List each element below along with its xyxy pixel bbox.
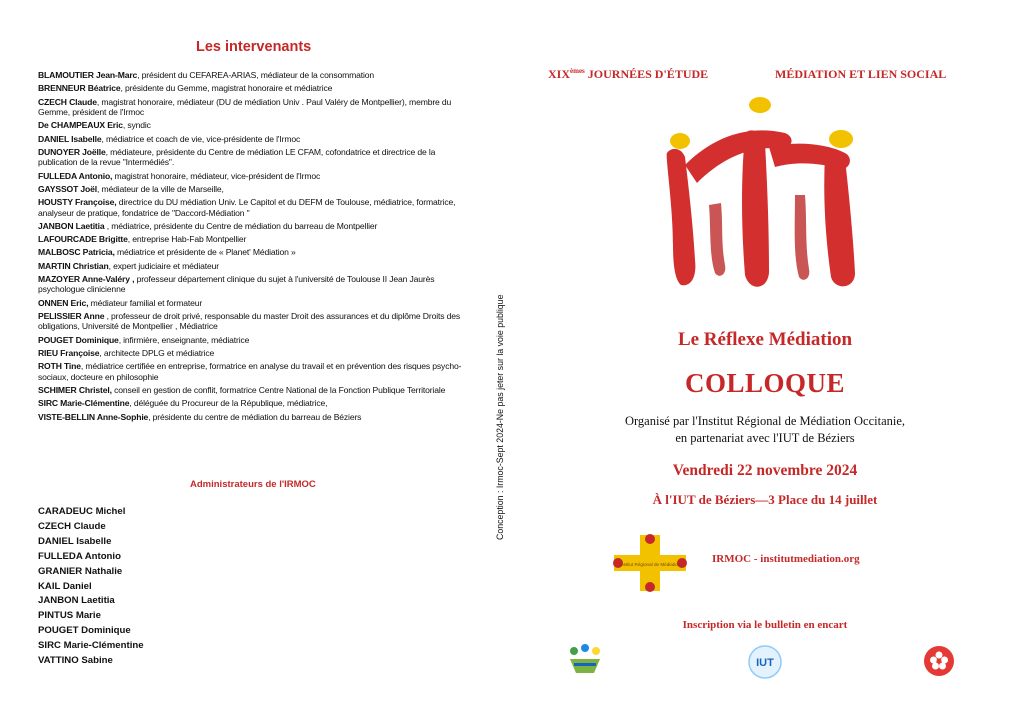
- speaker-item: [38, 197, 468, 218]
- spine-credit-text: Conception : Irmoc-Sept 2024-Ne pas jeter sur la voie publique: [495, 294, 505, 540]
- speaker-item: [38, 348, 468, 358]
- speaker-item: [38, 147, 468, 168]
- admin-item: JANBON Laetitia: [38, 595, 115, 607]
- speaker-name: RIEU Françoise: [38, 348, 100, 359]
- event-date: Vendredi 22 novembre 2024: [672, 462, 858, 479]
- iut-logo-icon: [747, 645, 783, 679]
- speaker-item: [38, 335, 468, 345]
- speaker-item: [38, 298, 468, 308]
- admins-title: Administrateurs de l'IRMOC: [190, 479, 316, 490]
- admin-item: SIRC Marie-Clémentine: [38, 640, 144, 652]
- admin-item: GRANIER Nathalie: [38, 565, 123, 577]
- speaker-name: SIRC Marie-Clémentine: [38, 398, 130, 409]
- speaker-name: BLAMOUTIER Jean-Marc: [38, 70, 138, 80]
- edition-label: JOURNÉES D'ÉTUDE: [584, 67, 709, 81]
- speaker-item: [38, 361, 468, 382]
- speaker-name: LAFOURCADE Brigitte: [38, 234, 128, 245]
- speaker-name: De CHAMPEAUX Eric: [38, 120, 123, 131]
- admin-item: PINTUS Marie: [38, 610, 101, 622]
- admin-item: CARADEUC Michel: [38, 506, 126, 517]
- iut-logo-text: IUT: [756, 657, 774, 669]
- colloquium-title: COLLOQUE: [684, 368, 846, 398]
- speaker-desc: , médiatrice, présidente du Centre de médiation du barreau de Montpellier: [104, 220, 378, 231]
- speaker-name: PELISSIER Anne: [38, 311, 105, 322]
- speaker-item: [38, 398, 468, 408]
- speaker-desc: , présidente du centre de médiation du barreau de Béziers: [148, 411, 362, 422]
- speaker-name: ROTH Tine: [38, 361, 81, 372]
- speaker-name: SCHIMER Christel,: [38, 385, 112, 396]
- speaker-desc: , expert judiciaire et médiateur: [108, 260, 219, 271]
- speaker-item: [38, 311, 468, 332]
- speakers-title: Les intervenants: [196, 39, 312, 55]
- speaker-item: [38, 234, 468, 244]
- mediation-logo-icon: [645, 95, 880, 295]
- inscription-note: Inscription via le bulletin en encart: [682, 619, 848, 631]
- speaker-name: MARTIN Christian: [38, 260, 109, 271]
- admin-item: POUGET Dominique: [38, 625, 131, 637]
- event-theme: MÉDIATION ET LIEN SOCIAL: [775, 67, 947, 81]
- edition-number: XIX: [548, 67, 571, 81]
- speaker-desc: , syndic: [122, 120, 151, 131]
- speaker-name: BRENNEUR Béatrice: [38, 83, 121, 94]
- speaker-desc: , présidente du Gemme, magistrat honoraire et médiatrice: [120, 83, 333, 94]
- speaker-item: [38, 70, 468, 80]
- admin-item: VATTINO Sabine: [38, 655, 113, 667]
- speaker-name: HOUSTY Françoise,: [38, 197, 117, 208]
- admin-item: FULLEDA Antonio: [38, 550, 121, 562]
- speaker-desc: magistrat honoraire, médiateur, vice-président de l'Irmoc: [112, 170, 321, 181]
- speaker-desc: directrice du DU médiation Univ. Le Capitol et du DEFM de Toulouse, médiatrice, formatrice, analyseur de pratique, fondatrice de "Daccord-Médiation ": [38, 197, 456, 218]
- speaker-name: GAYSSOT Joël: [38, 183, 98, 194]
- speaker-desc: , président du CEFAREA-ARIAS, médiateur de la consommation: [137, 70, 375, 80]
- speaker-item: [38, 184, 468, 194]
- speaker-item: [38, 221, 468, 231]
- spine-credit: [489, 250, 515, 540]
- speaker-desc: , entreprise Hab-Fab Montpellier: [127, 234, 247, 245]
- event-edition: [548, 67, 708, 82]
- speaker-item: [38, 261, 468, 271]
- speaker-name: DANIEL Isabelle: [38, 133, 102, 144]
- speaker-name: MAZOYER Anne-Valéry ,: [38, 274, 135, 285]
- organizer-line-2: en partenariat avec l'IUT de Béziers: [675, 431, 855, 445]
- speaker-item: [38, 274, 468, 295]
- speaker-desc: , architecte DPLG et médiatrice: [99, 348, 215, 359]
- admins-list: [38, 505, 144, 669]
- speaker-name: FULLEDA Antonio,: [38, 170, 113, 181]
- speaker-desc: , médiatrice certifiée en entreprise, formatrice en analyse du travail et en prévention des risques psycho-sociaux, docteure en philosophie: [38, 361, 462, 382]
- speaker-item: [38, 412, 468, 422]
- speakers-list: [38, 70, 468, 425]
- speaker-item: [38, 120, 468, 130]
- speaker-desc: , professeur de droit privé, responsable du master Droit des assurances et du diplôme Droits des obligations, Université de Montpellier , Médiatrice: [38, 311, 460, 332]
- speaker-name: VISTE-BELLIN Anne-Sophie: [38, 411, 149, 422]
- speaker-name: JANBON Laetitia: [38, 220, 105, 231]
- admin-item: CZECH Claude: [38, 520, 106, 532]
- irmoc-website[interactable]: IRMOC - institutmediation.org: [712, 553, 860, 565]
- speaker-name: CZECH Claude: [38, 96, 97, 107]
- speaker-item: [38, 247, 468, 257]
- edition-ordinal: èmes: [570, 67, 585, 75]
- speaker-name: ONNEN Eric,: [38, 297, 89, 308]
- speaker-item: [38, 385, 468, 395]
- speaker-item: [38, 83, 468, 93]
- speaker-desc: médiatrice et présidente de « Planet' Médiation »: [114, 247, 296, 258]
- speaker-name: DUNOYER Joëlle: [38, 146, 106, 157]
- colloquium-subtitle: Le Réflexe Médiation: [677, 329, 853, 350]
- speaker-item: [38, 97, 468, 118]
- admin-item: KAIL Daniel: [38, 580, 92, 592]
- speaker-desc: , médiateure, présidente du Centre de médiation LE CFAM, cofondatrice et directrice de la publication de la revue "Intermédiés".: [38, 146, 436, 168]
- speaker-name: MALBOSC Patricia,: [38, 247, 115, 258]
- flower-logo-icon: [923, 645, 955, 677]
- speaker-item: [38, 134, 468, 144]
- speaker-desc: , déléguée du Procureur de la République, médiatrice,: [129, 398, 328, 409]
- speaker-desc: , infirmière, enseignante, médiatrice: [118, 334, 250, 345]
- admin-item: DANIEL Isabelle: [38, 535, 112, 547]
- speaker-desc: , médiatrice et coach de vie, vice-présidente de l'Irmoc: [101, 133, 301, 144]
- speaker-name: POUGET Dominique: [38, 334, 119, 345]
- organizer-line-1: Organisé par l'Institut Régional de Médiation Occitanie,: [624, 414, 906, 428]
- event-place: À l'IUT de Béziers—3 Place du 14 juillet: [652, 492, 878, 507]
- speaker-desc: professeur département clinique du sujet à l'université de Toulouse II Jean Jaurès psychologue clinicienne: [38, 274, 435, 295]
- speaker-item: [38, 171, 468, 181]
- speaker-desc: , médiateur de la ville de Marseille,: [97, 183, 224, 194]
- irmoc-logo-text: Institut Régional de Médiation: [619, 562, 681, 567]
- speaker-desc: conseil en gestion de conflit, formatrice Centre National de la Fonction Publique Territoriale: [111, 385, 446, 396]
- partner-logo-icon: [566, 643, 604, 677]
- speaker-desc: médiateur familial et formateur: [88, 297, 203, 308]
- irmoc-logo-icon: [612, 533, 688, 593]
- speaker-desc: , magistrat honoraire, médiateur (DU de médiation Univ . Paul Valéry de Montpellier), membre du Gemme, président de l'Irmoc: [38, 96, 452, 117]
